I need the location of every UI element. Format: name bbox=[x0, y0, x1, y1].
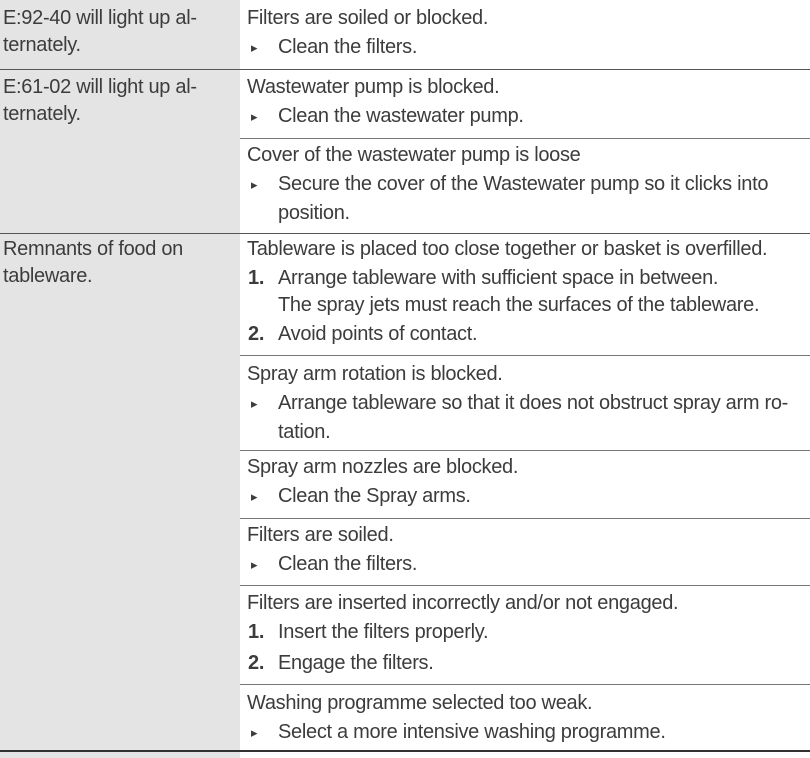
table-bottom-border bbox=[0, 750, 810, 752]
remedy-text: Clean the filters. bbox=[278, 553, 418, 575]
cause-text: Tableware is placed too close together or basket is overfilled. bbox=[247, 238, 768, 260]
remedy-line: tation. bbox=[278, 421, 331, 443]
step-number: 1. bbox=[248, 267, 265, 289]
cause-block bbox=[247, 453, 807, 511]
cause-text: Wastewater pump is blocked. bbox=[247, 76, 500, 98]
remedy-line: position. bbox=[278, 202, 350, 224]
symptom-line: Remnants of food on bbox=[3, 238, 183, 260]
remedy-text: Engage the filters. bbox=[278, 652, 434, 674]
symptom-cell bbox=[3, 236, 235, 290]
remedy-item bbox=[247, 550, 807, 579]
cause-text: Filters are soiled. bbox=[247, 524, 394, 546]
remedy-item bbox=[247, 102, 807, 131]
cause-text: Cover of the wastewater pump is loose bbox=[247, 144, 581, 166]
cause-block bbox=[247, 235, 807, 349]
remedy-text: Clean the filters. bbox=[278, 36, 418, 58]
remedy-item bbox=[247, 482, 807, 511]
cause-block bbox=[247, 4, 807, 62]
remedy-item bbox=[247, 264, 807, 293]
step-number: 2. bbox=[248, 652, 265, 674]
cause-divider bbox=[240, 585, 810, 586]
symptom-cell bbox=[3, 5, 235, 59]
remedy-item bbox=[247, 718, 807, 747]
remedy-text: Clean the Spray arms. bbox=[278, 485, 471, 507]
arrow-bullet-icon: ▸ bbox=[251, 489, 258, 504]
remedy-line: Secure the cover of the Wastewater pump so it clicks into bbox=[278, 173, 769, 195]
cause-text: Filters are inserted incorrectly and/or not engaged. bbox=[247, 592, 679, 614]
remedy-item bbox=[247, 170, 807, 228]
arrow-bullet-icon: ▸ bbox=[251, 396, 258, 411]
remedy-subtext: The spray jets must reach the surfaces of the tableware. bbox=[278, 294, 760, 316]
remedy-item bbox=[247, 389, 807, 447]
remedy-text: Clean the wastewater pump. bbox=[278, 105, 524, 127]
cause-divider bbox=[240, 450, 810, 451]
arrow-bullet-icon: ▸ bbox=[251, 109, 258, 124]
symptom-line: ternately. bbox=[3, 34, 81, 56]
remedy-item bbox=[247, 649, 807, 678]
cause-block bbox=[247, 689, 807, 747]
cause-block bbox=[247, 73, 807, 131]
cause-block bbox=[247, 521, 807, 579]
arrow-bullet-icon: ▸ bbox=[251, 177, 258, 192]
row-divider bbox=[0, 69, 810, 70]
cause-divider bbox=[240, 355, 810, 356]
remedy-line: Arrange tableware so that it does not obstruct spray arm ro- bbox=[278, 392, 789, 414]
cause-block bbox=[247, 141, 807, 228]
symptom-line: tableware. bbox=[3, 265, 93, 287]
cause-text: Filters are soiled or blocked. bbox=[247, 7, 489, 29]
arrow-bullet-icon: ▸ bbox=[251, 40, 258, 55]
remedy-item bbox=[247, 320, 807, 349]
row-divider bbox=[0, 233, 810, 234]
remedy-item bbox=[247, 33, 807, 62]
remedy-text: Insert the filters properly. bbox=[278, 621, 489, 643]
remedy-text: Avoid points of contact. bbox=[278, 323, 478, 345]
symptom-cell bbox=[3, 74, 235, 128]
cause-text: Washing programme selected too weak. bbox=[247, 692, 593, 714]
remedy-text: Arrange tableware with sufficient space in between. bbox=[278, 267, 719, 289]
arrow-bullet-icon: ▸ bbox=[251, 725, 258, 740]
symptom-line: E:61-02 will light up al- bbox=[3, 76, 197, 98]
cause-text: Spray arm nozzles are blocked. bbox=[247, 456, 519, 478]
symptom-line: E:92-40 will light up al- bbox=[3, 7, 197, 29]
remedy-text bbox=[278, 170, 807, 228]
step-number: 1. bbox=[248, 621, 265, 643]
cause-text: Spray arm rotation is blocked. bbox=[247, 363, 503, 385]
arrow-bullet-icon: ▸ bbox=[251, 557, 258, 572]
cause-block bbox=[247, 589, 807, 678]
cause-block bbox=[247, 360, 807, 447]
cause-divider bbox=[240, 518, 810, 519]
cause-divider bbox=[240, 138, 810, 139]
cause-divider bbox=[240, 684, 810, 685]
symptom-line: ternately. bbox=[3, 103, 81, 125]
remedy-text: Select a more intensive washing programme. bbox=[278, 721, 666, 743]
remedy-item bbox=[247, 618, 807, 647]
remedy-text bbox=[278, 389, 807, 447]
step-number: 2. bbox=[248, 323, 265, 345]
